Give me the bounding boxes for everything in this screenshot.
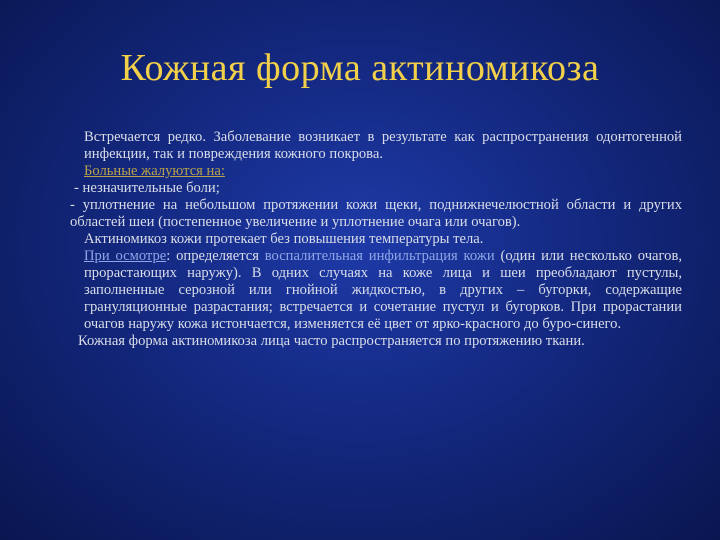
paragraph-examination [70,248,682,333]
complaints-heading: Больные жалуются на: [84,163,225,179]
paragraph-temperature: Актиномикоз кожи протекает без повышения температуры тела. [84,231,484,247]
slide-body [70,129,682,350]
complaints-heading-line [70,163,682,180]
paragraph-intro: Встречается редко. Заболевание возникает в результате как распространения одонтогенной инфекции, так и повреждения кожного покрова. [84,129,682,162]
exam-rest: (один или несколько очагов, прорастающих наружу). В одних случаях на коже лица и шеи преобладают пустулы, заполненные серозной или гнойной жидкостью, в других – бугорки, содержащие грануляционные разрастания; встречается и сочетание пустул и бугорков. При прорастании очагов наружу кожа истончается, изменяется её цвет от ярко-красного до буро-синего. [84,248,682,332]
exam-highlight: воспалительная инфильтрация кожи [264,248,495,264]
exam-colon: : определяется [166,248,265,264]
paragraph-spread: Кожная форма актиномикоза лица часто распространяется по протяжению ткани. [78,333,585,349]
slide-title: Кожная форма актиномикоза [120,47,600,89]
complaint-item-induration: - уплотнение на небольшом протяжении кожи щеки, поднижнечелюстной области и других областей шеи (постепенное увеличение и уплотнение очага или очагов). [70,197,682,230]
exam-label: При осмотре [84,248,167,264]
complaint-item-pain: - незначительные боли; [74,180,220,196]
